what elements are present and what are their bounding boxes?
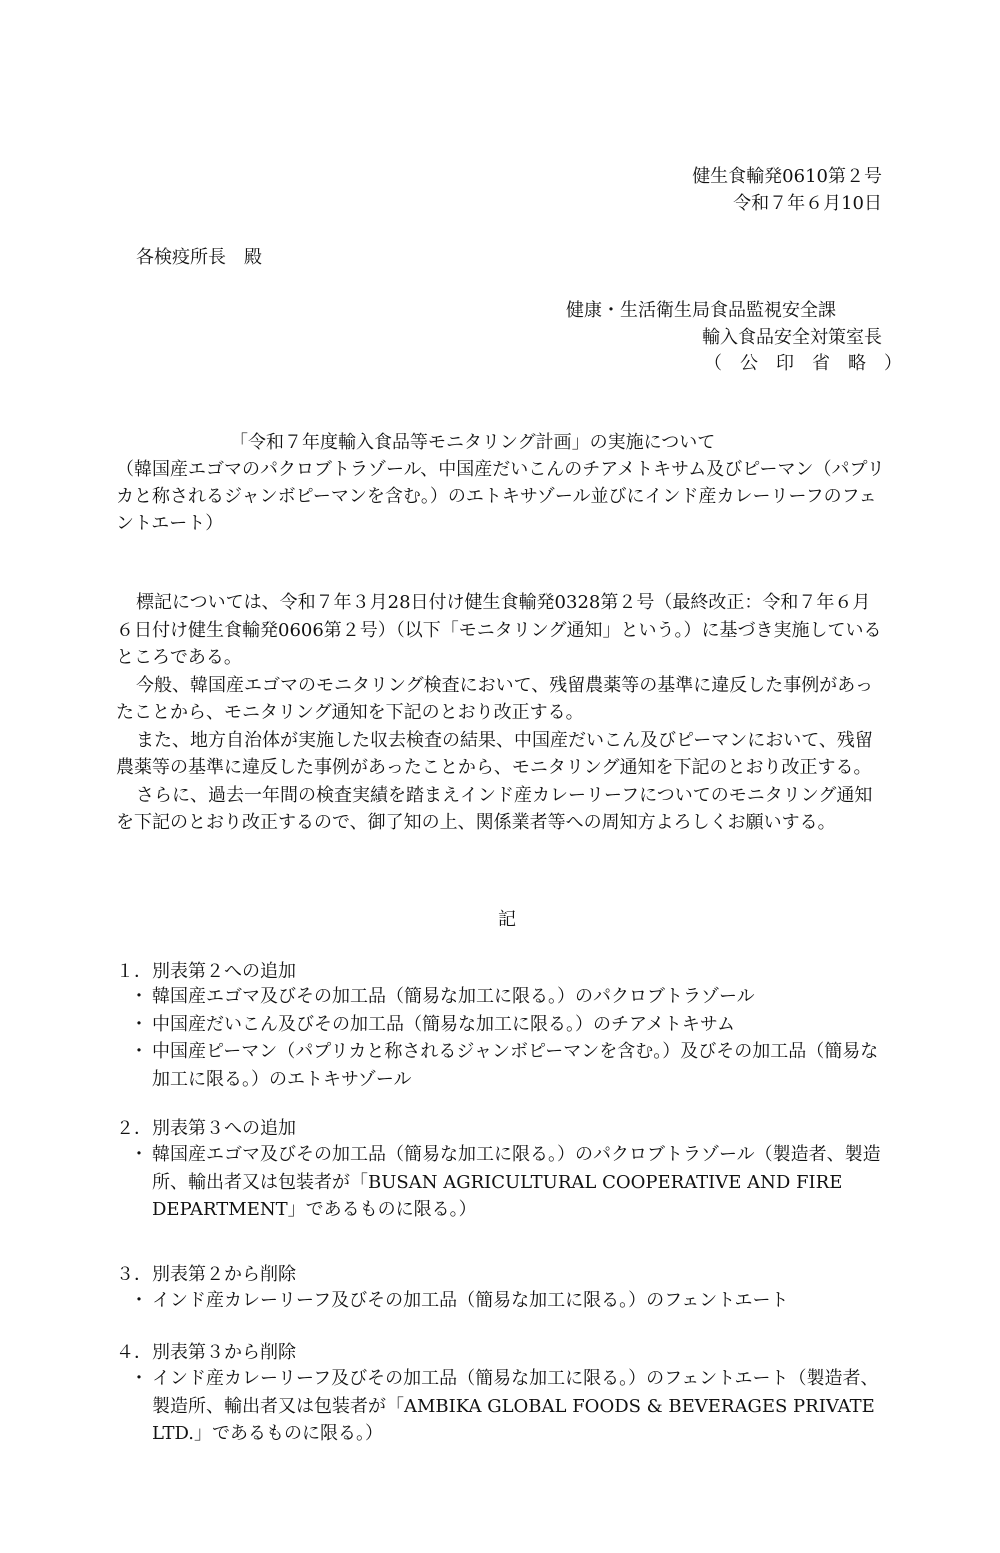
bullet-marker: ・ [130, 1013, 148, 1035]
document-date: 令和７年６月10日 [733, 193, 882, 214]
body-paragraph-2: 今般、韓国産エゴマのモニタリング検査において、残留農薬等の基準に違反した事例があったことから、モニタリング通知を下記のとおり改正する。 [116, 674, 874, 723]
section-2-list [130, 1141, 886, 1224]
body-text [116, 589, 886, 837]
sender-office: 輸入食品安全対策室長 [702, 327, 882, 348]
body-paragraph-1: 標記については、令和７年３月28日付け健生食輸発0328第２号（最終改正：令和７年６月６日付け健生食輸発0606第２号）（以下「モニタリング通知」という。）に基づき実施しているところである。 [116, 592, 882, 668]
list-item-text: インド産カレーリーフ及びその加工品（簡易な加工に限る。）のフェントエート [152, 1290, 789, 1311]
section-1-list [130, 983, 886, 1093]
list-item [130, 1038, 886, 1093]
ki-marker: 記 [498, 909, 516, 930]
list-item [130, 1365, 886, 1448]
bullet-marker: ・ [130, 1368, 148, 1389]
list-item-text: 韓国産エゴマ及びその加工品（簡易な加工に限る。）のパクロブトラゾール [152, 986, 755, 1007]
list-item-text: 中国産ピーマン（パプリカと称されるジャンボピーマンを含む。）及びその加工品（簡易な加工に限る。）のエトキサゾール [152, 1041, 879, 1090]
list-item-text: 韓国産エゴマ及びその加工品（簡易な加工に限る。）のパクロブトラゾール（製造者、製造所、輸出者又は包装者が「BUSAN AGRICULTURAL COOPERATIVE AND FIRE DEPARTMENT」であるものに限る。） [152, 1144, 881, 1220]
body-paragraph-4: さらに、過去一年間の検査実績を踏まえインド産カレーリーフについてのモニタリング通知を下記のとおり改正するので、御了知の上、関係業者等への周知方よろしくお願いする。 [116, 784, 873, 833]
notice-subtitle-block [116, 456, 886, 537]
list-item [130, 1011, 886, 1039]
addressee: 各検疫所長 殿 [136, 247, 262, 268]
section-1-heading: １．別表第２への追加 [116, 961, 296, 982]
section-3-list [130, 1287, 886, 1315]
notice-subtitle: （韓国産エゴマのパクロブトラゾール、中国産だいこんのチアメトキサム及びピーマン（パプリカと称されるジャンボピーマンを含む。）のエトキサゾール並びにインド産カレーリーフのフェントエート） [116, 459, 885, 534]
bullet-marker: ・ [130, 1290, 148, 1311]
notice-title: 「令和７年度輸入食品等モニタリング計画」の実施について [230, 432, 716, 453]
bullet-marker: ・ [130, 1144, 148, 1165]
section-4-list [130, 1365, 886, 1448]
sender-bureau: 健康・生活衛生局食品監視安全課 [566, 300, 836, 321]
document-number: 健生食輸発0610第２号 [692, 166, 882, 187]
bullet-marker: ・ [130, 986, 148, 1007]
list-item [130, 983, 886, 1011]
bullet-marker: ・ [130, 1041, 148, 1062]
list-item [130, 1287, 886, 1315]
list-item [130, 1141, 886, 1224]
list-item-text: インド産カレーリーフ及びその加工品（簡易な加工に限る。）のフェントエート（製造者、製造所、輸出者又は包装者が「AMBIKA GLOBAL FOODS & BEVERAGES PRIVATE LTD.」であるものに限る。） [152, 1368, 879, 1444]
list-item-text: 中国産だいこん及びその加工品（簡易な加工に限る。）のチアメトキサム [152, 1013, 736, 1035]
seal-omitted-note: （ 公 印 省 略 ） [704, 353, 902, 374]
section-4-heading: ４．別表第３から削除 [116, 1342, 296, 1363]
section-3-heading: ３．別表第２から削除 [116, 1264, 296, 1285]
section-2-heading: ２．別表第３への追加 [116, 1118, 296, 1139]
body-paragraph-3: また、地方自治体が実施した収去検査の結果、中国産だいこん及びピーマンにおいて、残留農薬等の基準に違反した事例があったことから、モニタリング通知を下記のとおり改正する。 [116, 729, 873, 778]
